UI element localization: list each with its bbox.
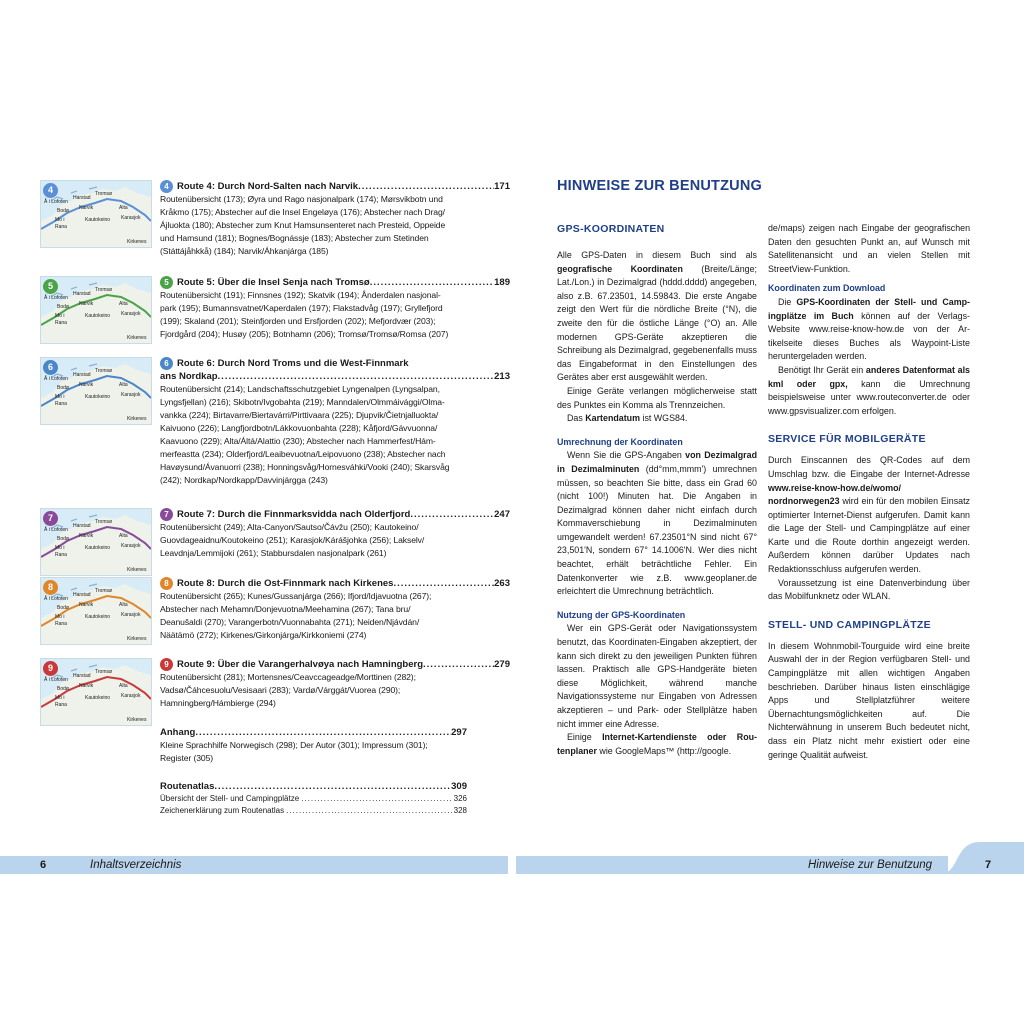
subheading-nutzung: Nutzung der GPS-Koordinaten <box>557 609 686 620</box>
section-heading-stellplaetze: STELL- UND CAMPINGPLÄTZE <box>768 618 931 631</box>
page-title: HINWEISE ZUR BENUTZUNG <box>557 178 762 194</box>
route-stops <box>160 671 510 710</box>
map-label-narvik: Narvik <box>79 301 94 307</box>
toc-anhang-title: Anhang <box>160 727 196 738</box>
leader-dots <box>370 276 494 289</box>
toc-routenatlas-title: Routenatlas <box>160 781 215 792</box>
map-label-kirkenes: Kirkenes <box>127 636 147 642</box>
route-title: Route 4: Durch Nord-Salten nach Narvik <box>177 181 359 192</box>
route-number-icon: 9 <box>160 658 173 671</box>
map-label-harstad: Harstad <box>73 372 91 378</box>
route-title-row <box>160 180 510 193</box>
route-stops <box>160 193 510 258</box>
toc-routenatlas-row[interactable] <box>160 805 467 817</box>
map-label-mo: Mo i <box>55 614 65 620</box>
subheading-download: Koordinaten zum Download <box>768 283 886 294</box>
route-text <box>160 276 510 341</box>
map-label-narvik: Narvik <box>79 533 94 539</box>
route-stops-line: Kaivuono (226); Langfjordbotn/Lákkovuonbahta (228); Kåfjord/Gávvuonna/ <box>160 423 438 433</box>
right-column-2 <box>768 222 970 762</box>
route-stops-line: Routenübersicht (191); Finnsnes (192); Skatvik (194); Ånderdalen nasjonal- <box>160 290 441 300</box>
map-label-kautokeino: Kautokeino <box>85 394 111 400</box>
leader-dots <box>393 577 494 590</box>
route-title-row-2 <box>160 370 510 383</box>
map-label-karasjok: Karasjok <box>121 612 141 618</box>
map-label-mo: Mo i <box>55 545 65 551</box>
route-title: Route 5: Über die Insel Senja nach Tromsø <box>177 277 370 288</box>
map-label-alta: Alta <box>119 301 128 307</box>
route-stops-line: Ájluokta (180); Abstecher zum Knut Hamsunsenteret nach Presteid, Oppeide <box>160 220 446 230</box>
map-label-rana: Rana <box>55 401 67 407</box>
map-label-bodo: Bodø <box>57 208 69 214</box>
route-stops-line: Routenübersicht (249); Alta-Canyon/Sautso/Čávžu (250); Kautokeino/ <box>160 522 419 532</box>
map-label-kirkenes: Kirkenes <box>127 335 147 341</box>
section-heading-gps: GPS-KOORDINATEN <box>557 223 665 235</box>
leader-dots <box>301 793 451 805</box>
route-stops-line: Hamningberg/Hámbierge (294) <box>160 698 276 708</box>
map-label-bodo: Bodø <box>57 605 69 611</box>
map-label-bodo: Bodø <box>57 686 69 692</box>
map-label-mo: Mo i <box>55 217 65 223</box>
toc-anhang-page: 297 <box>451 727 467 738</box>
leader-dots <box>195 726 451 739</box>
map-label-lofoten: Å i Lofoten <box>44 295 68 301</box>
map-label-mo: Mo i <box>55 695 65 701</box>
paragraph: Einige Geräte verlangen möglicherweise statt des Punktes ein Komma als Trennzeichen. <box>557 385 757 410</box>
route-stops-line: park (195); Bumannsvatnet/Kaperdalen (197); Flakstadvåg (197); Gryllefjord <box>160 303 443 313</box>
route-title-row <box>160 577 510 590</box>
paragraph: Wer ein GPS-Gerät oder Navigationssystem benutzt, das Koordinaten-Eingaben akzeptiert, der kann sich direkt zu den jeweiligen Punkten führen lassen. Praktisch alle GPS-Handgeräte bieten diese Möglichkeit, während manche Navigationssysteme nur Eingaben von Adressen akzeptieren – und Park- oder Stellplätze haben nicht immer eine Adresse. <box>557 623 757 729</box>
route-text <box>160 577 510 642</box>
route-map-thumbnail <box>40 357 152 425</box>
map-label-tromso: Tromsø <box>95 368 113 374</box>
route-number-badge: 6 <box>43 360 58 375</box>
leader-dots <box>214 780 451 793</box>
map-label-karasjok: Karasjok <box>121 693 141 699</box>
map-label-harstad: Harstad <box>73 291 91 297</box>
route-stops-line: Vadsø/Čáhcesuolu/Vesisaari (283); Vardø/Várggát/Vuorea (290); <box>160 685 401 695</box>
route-title: Route 7: Durch die Finnmarksvidda nach Olderfjord <box>177 509 411 520</box>
map-label-rana: Rana <box>55 702 67 708</box>
route-stops-line: Fjordgård (204); Husøy (205); Botnhamn (206); Tromsø/Tromsø/Romsa (207) <box>160 329 449 339</box>
route-stops-line: Havøysund/Ávanuorri (238); Honningsvåg/Hornesváhki/Vooki (240); Skarsvåg <box>160 462 450 472</box>
map-label-tromso: Tromsø <box>95 191 113 197</box>
map-label-mo: Mo i <box>55 394 65 400</box>
map-label-lofoten: Å i Lofoten <box>44 527 68 533</box>
map-label-bodo: Bodø <box>57 385 69 391</box>
route-page: 171 <box>494 181 510 192</box>
map-label-alta: Alta <box>119 683 128 689</box>
map-label-narvik: Narvik <box>79 602 94 608</box>
footer-tab-right <box>940 840 1024 874</box>
page-number-left: 6 <box>40 859 47 871</box>
map-label-alta: Alta <box>119 533 128 539</box>
route-stops-line: Guovdageaidnu/Koutokeino (251); Karasjok/Kárášjohka (256); Lakselv/ <box>160 535 425 545</box>
map-label-narvik: Narvik <box>79 205 94 211</box>
map-label-kautokeino: Kautokeino <box>85 614 111 620</box>
paragraph: Alle GPS-Daten in diesem Buch sind als geografische Koordinaten (Breite/Länge; Lat./Lon.) in Dezimalgrad (hddd.dddd) angegeben, also z.B. 67.23501, 14.59843. Die erste Angabe zeigt den Wert für die nördliche Breite (°N), die zweite den für die östliche Länge (°O) an. Alle modernen GPS-Geräte akzeptieren die Schreibung als Dezimalgrad, gegebenenfalls muss das Eingabeformat in den Einstellungen des Gerätes aber erst ausgewählt werden. <box>557 250 757 383</box>
map-label-rana: Rana <box>55 224 67 230</box>
map-label-rana: Rana <box>55 552 67 558</box>
map-label-kirkenes: Kirkenes <box>127 416 147 422</box>
paragraph: In diesem Wohnmobil-Tourguide wird eine breite Auswahl der in der Region verfügbaren Stell- und Campingplätze mit allen wichtigen Angaben beschrieben. Darüber hinaus listen einschlägige Apps und Stellplatzführer weitere Übernachtungsmöglichkeiten auf. Die Nichterwähnung in unserem Buch bedeutet nicht, dass ein Platz nicht mehr existiert oder eine geringe Qualität aufweist. <box>768 640 970 760</box>
toc-row-page: 328 <box>453 806 467 815</box>
route-page: 263 <box>494 578 510 589</box>
route-number-icon: 8 <box>160 577 173 590</box>
map-label-bodo: Bodø <box>57 304 69 310</box>
map-label-alta: Alta <box>119 602 128 608</box>
route-stops-line: Kaavuono (229); Alta/Áltá/Alattio (230); Abstecher nach Hammerfest/Hám- <box>160 436 436 446</box>
subheading-umrechnung: Umrechnung der Koordinaten <box>557 436 683 447</box>
paragraph: Die GPS-Koordinaten der Stell- und Campingplätze im Buch können auf der Verlags-Website www.reise-know-how.de von der Artikelseite dieses Buches als Waypoint-Liste heruntergeladen werden. <box>768 296 971 362</box>
toc-row-label: Übersicht der Stell- und Campingplätze <box>160 794 300 803</box>
leader-dots <box>423 658 494 671</box>
route-stops-line: Routenübersicht (281); Mortensnes/Ceavccageadge/Morttinen (282); <box>160 672 416 682</box>
route-stops-line: Kråkmo (175); Abstecher auf die Insel Engeløya (176); Abstecher nach Drag/ <box>160 207 445 217</box>
route-page: 213 <box>494 371 510 382</box>
toc-anhang[interactable] <box>160 726 467 765</box>
route-stops-line: vankka (224); Birtavarre/Biertavárri/Pirttivaara (225); Djupvik/Čietnjalluokta/ <box>160 410 439 420</box>
map-label-harstad: Harstad <box>73 592 91 598</box>
route-number-icon: 7 <box>160 508 173 521</box>
route-text <box>160 658 510 710</box>
map-label-harstad: Harstad <box>73 195 91 201</box>
leader-dots <box>410 508 494 521</box>
toc-anhang-line: Kleine Sprachhilfe Norwegisch (298); Der Autor (301); Impressum (301); <box>160 740 428 750</box>
route-number-icon: 4 <box>160 180 173 193</box>
map-label-kautokeino: Kautokeino <box>85 545 111 551</box>
paragraph: Einige Internet-Kartendienste oder Routenplaner wie GoogleMaps™ (http://google. <box>557 732 757 756</box>
route-title: Route 8: Durch die Ost-Finnmark nach Kirkenes <box>177 578 394 589</box>
map-label-kautokeino: Kautokeino <box>85 313 111 319</box>
route-number-badge: 5 <box>43 279 58 294</box>
paragraph: Benötigt Ihr Gerät ein anderes Datenformat als kml oder gpx, kann die Umrechnung beispielsweise unter www.routeconverter.de oder www.gpsvisualizer.com erfolgen. <box>768 364 970 416</box>
map-label-rana: Rana <box>55 621 67 627</box>
map-label-tromso: Tromsø <box>95 588 113 594</box>
route-title-cont: ans Nordkap <box>160 371 218 382</box>
route-number-badge: 4 <box>43 183 58 198</box>
leader-dots <box>286 805 452 817</box>
toc-row-label: Zeichenerklärung zum Routenatlas <box>160 806 285 815</box>
map-label-kirkenes: Kirkenes <box>127 239 147 245</box>
route-map-thumbnail <box>40 180 152 248</box>
toc-row-page: 326 <box>453 794 467 803</box>
route-stops-line: Näätämö (272); Kirkenes/Girkonjárga/Kirkkoniemi (274) <box>160 630 367 640</box>
route-stops <box>160 383 510 487</box>
paragraph: Voraussetzung ist eine Datenverbindung über das Mobilfunknetz oder WLAN. <box>768 577 970 602</box>
route-map-thumbnail <box>40 658 152 726</box>
route-stops <box>160 521 510 560</box>
route-map-thumbnail <box>40 577 152 645</box>
map-label-kautokeino: Kautokeino <box>85 217 111 223</box>
route-title-row <box>160 508 510 521</box>
map-label-narvik: Narvik <box>79 683 94 689</box>
map-label-karasjok: Karasjok <box>121 311 141 317</box>
map-label-lofoten: Å i Lofoten <box>44 596 68 602</box>
map-label-mo: Mo i <box>55 313 65 319</box>
map-label-karasjok: Karasjok <box>121 392 141 398</box>
map-label-rana: Rana <box>55 320 67 326</box>
route-stops-line: merfeastta (234); Olderfjord/Leaibevuotna/Leipovuono (238); Abstecher nach <box>160 449 446 459</box>
leader-dots <box>358 180 494 193</box>
map-label-kirkenes: Kirkenes <box>127 567 147 573</box>
route-stops-line: Routenübersicht (173); Øyra und Rago nasjonalpark (174); Mørsvikbotn und <box>160 194 443 204</box>
toc-routenatlas[interactable] <box>160 780 467 817</box>
route-stops-line: Leavdnja/Lemmijoki (261); Stabbursdalen nasjonalpark (261) <box>160 548 387 558</box>
route-stops-line: Deanušaldi (270); Varangerbotn/Vuonnabahta (271); Neiden/Njávdán/ <box>160 617 420 627</box>
leader-dots <box>218 370 495 383</box>
map-label-lofoten: Å i Lofoten <box>44 376 68 382</box>
map-label-narvik: Narvik <box>79 382 94 388</box>
map-label-karasjok: Karasjok <box>121 543 141 549</box>
route-page: 189 <box>494 277 510 288</box>
section-heading-service: SERVICE FÜR MOBILGERÄTE <box>768 433 926 446</box>
map-label-harstad: Harstad <box>73 673 91 679</box>
paragraph: Das Kartendatum ist WGS84. <box>567 413 688 424</box>
route-text <box>160 508 510 560</box>
route-title: Route 6: Durch Nord Troms und die West-Finnmark <box>177 358 409 369</box>
toc-anhang-line: Register (305) <box>160 753 214 763</box>
map-label-kautokeino: Kautokeino <box>85 695 111 701</box>
footer-label-left: Inhaltsverzeichnis <box>90 859 182 871</box>
map-label-tromso: Tromsø <box>95 287 113 293</box>
route-text <box>160 180 510 258</box>
route-stops-line: und Hamsund (181); Bognes/Bognássje (183); Abstecher zum Stetinden <box>160 233 429 243</box>
map-label-karasjok: Karasjok <box>121 215 141 221</box>
page-number-right: 7 <box>985 859 992 871</box>
route-title-row <box>160 276 510 289</box>
route-page: 247 <box>494 509 510 520</box>
footer-bar-left <box>0 856 508 874</box>
route-title-row <box>160 357 510 370</box>
route-stops-line: Lyngsfjellan) (216); Skibotn/Ivgobahta (219); Manndalen/Olmmáivággi/Olma- <box>160 397 445 407</box>
paragraph: Wenn Sie die GPS-Angaben von Dezimalgrad in Dezimalminuten (dd°mm,mmm') umrechnen müssen, so beachten Sie bitte, dass ein Grad 60 (nicht 100!) Minuten hat. Die Angaben in Dezimalgrad können daher nicht einfach durch Kommaverschiebung in Dezimalminuten umgewandelt werden! 67.23501°N sind nicht 67° 23,501'N, sondern 67° 14.1006'N. Wer dies nicht beachtet, erhält beträchtliche Fehler. Ein Datenkonverter wie z.B. www.geoplaner.de erleichtert die Umrechnung beträchtlich. <box>557 450 757 597</box>
map-label-tromso: Tromsø <box>95 669 113 675</box>
route-stops <box>160 590 510 642</box>
route-stops-line: (242); Nordkap/Nordkapp/Davvinjárgga (243) <box>160 475 328 485</box>
map-label-harstad: Harstad <box>73 523 91 529</box>
map-label-kirkenes: Kirkenes <box>127 717 147 723</box>
route-stops-line: (199); Skaland (201); Steinfjorden und Ersfjorden (202); Mefjordvær (203); <box>160 316 436 326</box>
route-map-thumbnail <box>40 276 152 344</box>
footer-label-right: Hinweise zur Benutzung <box>808 859 933 871</box>
route-number-badge: 9 <box>43 661 58 676</box>
route-number-badge: 8 <box>43 580 58 595</box>
route-number-icon: 5 <box>160 276 173 289</box>
right-column-1 <box>557 222 757 758</box>
paragraph: Durch Einscannen des QR-Codes auf dem Umschlag bzw. die Eingabe der Internet-Adresse www.reise-know-how.de/womo/ nordnorwegen23 wird ein für den mobilen Einsatz optimierter Internet-Dienst aufgerufen. Damit kann die Lage der Stell- und Campingplätze auf einer Karte und die Route dorthin angezeigt werden. Außerdem können darüber Updates nach Redaktionsschluss aufgerufen werden. <box>768 455 970 575</box>
route-title: Route 9: Über die Varangerhalvøya nach Hamningberg <box>177 659 424 670</box>
route-stops-line: Abstecher nach Mehamn/Donjevuotna/Meehamina (267); Tana bru/ <box>160 604 411 614</box>
route-map-thumbnail <box>40 508 152 576</box>
route-title-row <box>160 658 510 671</box>
toc-anhang-lines <box>160 739 467 765</box>
route-stops-line: (Státtájåhkkå) (184); Narvik/Áhkanjárga (185) <box>160 246 329 256</box>
map-label-alta: Alta <box>119 205 128 211</box>
map-label-lofoten: Å i Lofoten <box>44 199 68 205</box>
route-page: 279 <box>494 659 510 670</box>
toc-routenatlas-page: 309 <box>451 781 467 792</box>
paragraph: de/maps) zeigen nach Eingabe der geografischen Daten den gesuchten Punkt an, auf Wunsch mit Satellitenansicht und an vielen Stellen mit StreetView-Funktion. <box>768 223 970 274</box>
route-stops-line: Routenübersicht (214); Landschaftsschutzgebiet Lyngenalpen (Lyngsalpan, <box>160 384 440 394</box>
map-label-tromso: Tromsø <box>95 519 113 525</box>
map-label-alta: Alta <box>119 382 128 388</box>
route-text <box>160 357 510 487</box>
route-number-icon: 6 <box>160 357 173 370</box>
route-number-badge: 7 <box>43 511 58 526</box>
route-stops-line: Routenübersicht (265); Kunes/Gussanjárga (266); Ifjord/Idjavuotna (267); <box>160 591 432 601</box>
route-stops <box>160 289 510 341</box>
map-label-lofoten: Å i Lofoten <box>44 677 68 683</box>
toc-routenatlas-row[interactable] <box>160 793 467 805</box>
map-label-bodo: Bodø <box>57 536 69 542</box>
